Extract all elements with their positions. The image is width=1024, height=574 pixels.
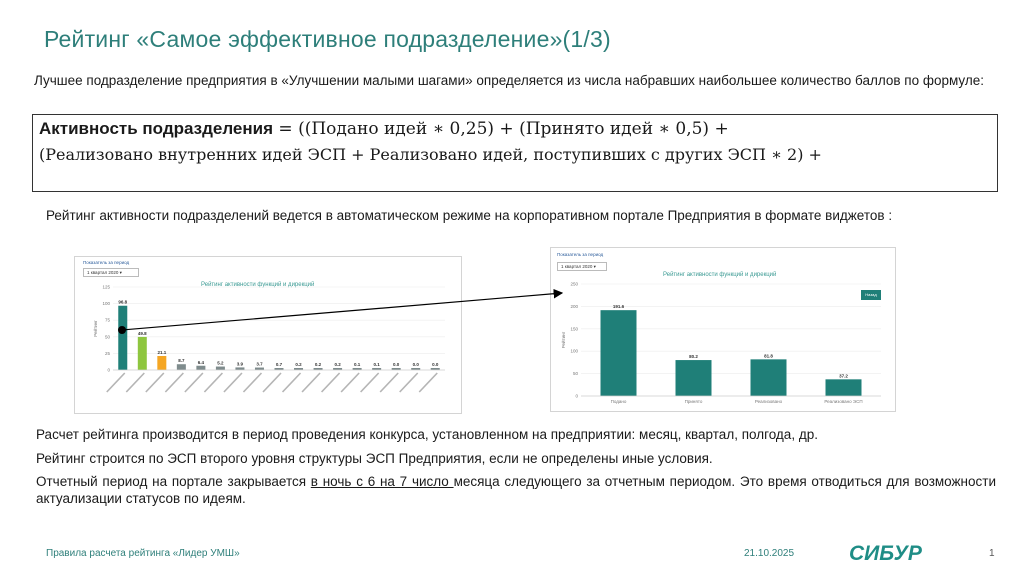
bar-value-label: 37.2: [839, 373, 848, 379]
y-tick-label: 100: [102, 301, 110, 307]
paragraph-period: Расчет рейтинга производится в период проведения конкурса, установленном на предприятии: месяц, квартал, полгода, др.: [36, 427, 818, 442]
bar-value-label: 49.8: [137, 330, 147, 336]
y-tick-label: 50: [104, 334, 110, 340]
chart-title: Рейтинг активности функций и дирекций: [663, 272, 777, 278]
period-select[interactable]: 1 квартал 2020 ▾: [83, 268, 139, 277]
bar-value-label: 6.4: [197, 359, 205, 365]
y-tick-label: 25: [104, 350, 110, 356]
paragraph-structure: Рейтинг строится по ЭСП второго уровня структуры ЭСП Предприятия, если не определены иные условия.: [36, 451, 713, 466]
y-tick-label: 150: [570, 326, 578, 332]
y-axis-label: Рейтинг: [93, 320, 98, 337]
x-tick-label: Подано: [610, 399, 627, 404]
bar-value-label: 8.7: [178, 358, 185, 364]
formula-lead: Активность подразделения: [39, 119, 274, 138]
bar-value-label: 0.2: [295, 362, 302, 367]
back-button[interactable]: Назад: [861, 290, 881, 300]
period-select[interactable]: 1 квартал 2020 ▾: [557, 262, 607, 271]
bar-value-label: 0.1: [373, 362, 380, 367]
bar-value-label: 21.1: [157, 349, 167, 355]
bar-value-label: 5.2: [217, 360, 224, 366]
formula-line-2: (Реализовано внутренних идей ЭСП + Реализовано идей, поступивших с других ЭСП ∗ 2) +: [39, 145, 822, 164]
y-tick-label: 0: [107, 367, 110, 373]
footer-date: 21.10.2025: [744, 548, 795, 559]
bar-value-label: 0.7: [275, 362, 283, 367]
bar-value-label: 191.6: [612, 304, 625, 310]
logo-graphic: [845, 540, 945, 564]
period-label: Показатель за период: [83, 260, 130, 265]
bar-value-label: 81.8: [764, 353, 773, 359]
chart-title: Рейтинг активности функций и дирекций: [201, 282, 315, 288]
y-tick-label: 200: [570, 303, 578, 309]
p3-underlined: в ночь с 6 на 7 число: [310, 474, 454, 489]
bar-value-label: 80.2: [689, 354, 698, 360]
bar-value-label: 0.0: [393, 362, 400, 367]
y-tick-label: 50: [572, 371, 578, 377]
x-tick-label: Реализовано ЭСП: [824, 399, 863, 404]
bar-value-label: 0.0: [432, 362, 439, 367]
paragraph-closing: [36, 473, 996, 507]
bar-value-label: 3.9: [236, 361, 244, 367]
slide-title: Рейтинг «Самое эффективное подразделение»(1/3): [44, 26, 611, 52]
y-tick-label: 125: [102, 284, 110, 290]
p3-after: месяца следующего за отчетным периодом. Это время отводиться для возможности актуализации статусов по идеям.: [36, 474, 996, 506]
y-tick-label: 250: [570, 281, 578, 287]
logo-text: СИБУР: [849, 542, 922, 564]
bar-value-label: 3.7: [256, 361, 263, 367]
bar-value-label: 0.1: [353, 362, 361, 367]
bar-value-label: 0.2: [314, 362, 322, 367]
x-tick-label: Реализовано: [754, 399, 783, 404]
period-select-value: 1 квартал 2020: [87, 270, 119, 275]
y-tick-label: 75: [104, 317, 110, 323]
period-label: Показатель за период: [557, 252, 604, 257]
footer-title: Правила расчета рейтинга «Лидер УМШ»: [46, 548, 240, 559]
bar-value-label: 96.8: [118, 299, 128, 305]
widget-description: Рейтинг активности подразделений ведется в автоматическом режиме на корпоративном портале Предприятия в формате виджетов :: [46, 208, 893, 223]
sibur-logo: [845, 540, 945, 569]
p3-before: Отчетный период на портале закрывается: [36, 474, 311, 489]
x-tick-label: Принято: [684, 399, 703, 404]
y-tick-label: 0: [575, 393, 578, 399]
y-tick-label: 100: [570, 348, 578, 354]
bar-value-label: 0.2: [334, 362, 341, 367]
bar-value-label: 0.0: [412, 362, 419, 367]
period-select-value: 1 квартал 2020: [561, 264, 593, 269]
formula-line-1-rest: = ((Подано идей ∗ 0,25) + (Принято идей ∗ 0,5) +: [273, 119, 729, 139]
page-number: 1: [989, 548, 995, 559]
intro-text: Лучшее подразделение предприятия в «Улучшении малыми шагами» определяется из числа набравших наибольшее количество баллов по формуле:: [34, 73, 985, 88]
y-axis-label: Рейтинг: [561, 331, 566, 349]
